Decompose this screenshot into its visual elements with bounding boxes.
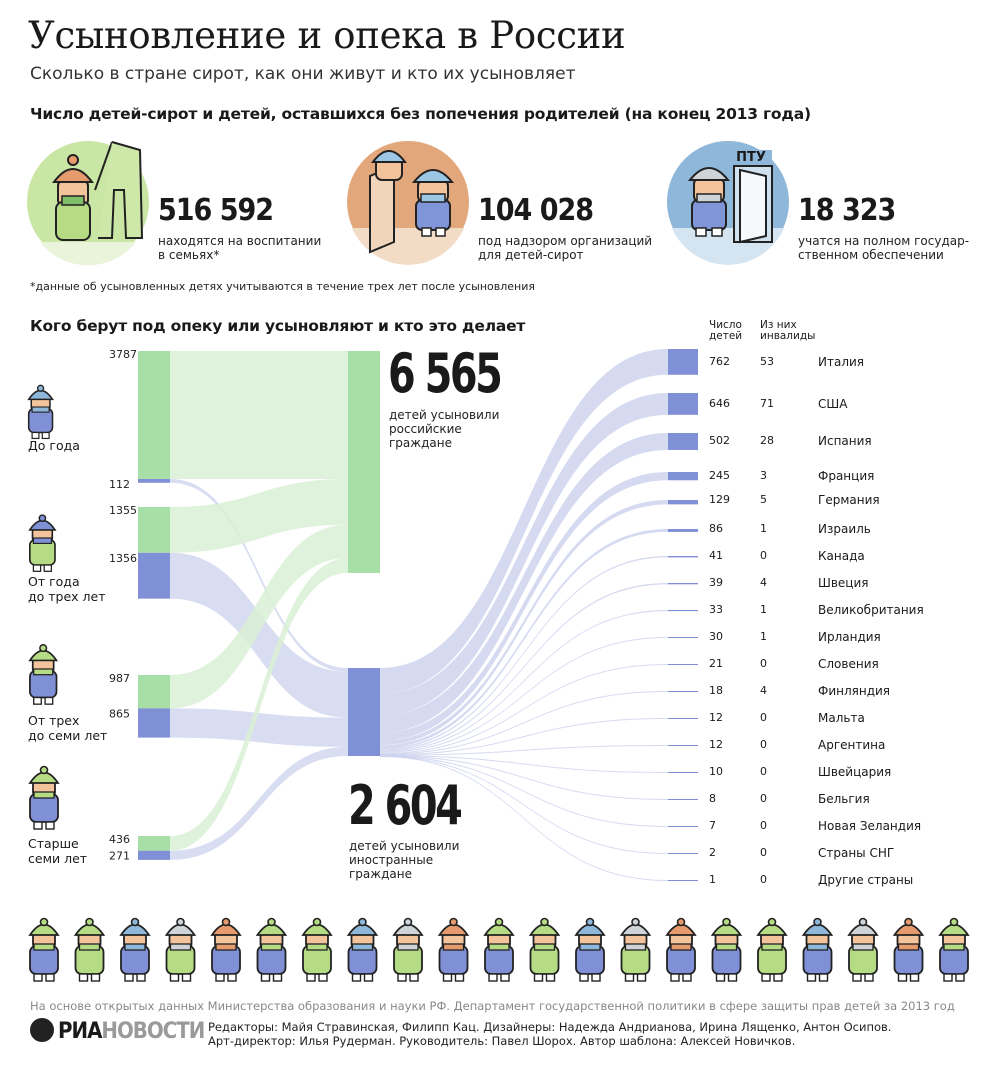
country-children: 7	[709, 819, 716, 832]
country-disabled: 3	[760, 469, 767, 482]
age-label-1-3: От года до трех лет	[28, 574, 106, 604]
bottom-kid-icon	[713, 919, 741, 982]
country-disabled: 4	[760, 684, 767, 697]
bottom-kid-icon	[758, 919, 786, 982]
country-disabled: 0	[760, 657, 767, 670]
page-subtitle: Сколько в стране сирот, как они живут и кто их усыновляет	[30, 64, 576, 84]
table-row	[0, 493, 998, 508]
node-under-1-russian	[138, 351, 170, 479]
stat-families-value: 516 592	[158, 193, 274, 228]
country-name: Германия	[818, 493, 880, 507]
value-3-7-russian: 987	[109, 672, 130, 685]
bottom-kid-icon	[30, 919, 58, 982]
value-over-7-foreign: 271	[109, 849, 130, 863]
country-disabled: 0	[760, 873, 767, 886]
country-disabled: 4	[760, 576, 767, 589]
country-children: 762	[709, 355, 730, 368]
country-children: 1	[709, 873, 716, 886]
bottom-kid-icon	[849, 919, 877, 982]
bottom-kid-icon	[531, 919, 559, 982]
bottom-kid-icon	[804, 919, 832, 982]
country-disabled: 0	[760, 765, 767, 778]
table-row	[0, 792, 998, 807]
country-name: Финляндия	[818, 684, 891, 698]
country-name: Словения	[818, 657, 879, 671]
bottom-kid-icon	[667, 919, 695, 982]
country-disabled: 0	[760, 792, 767, 805]
table-row	[0, 657, 998, 672]
table-row	[0, 819, 998, 834]
table-row	[0, 522, 998, 537]
table-row	[0, 738, 998, 753]
country-disabled: 1	[760, 630, 767, 643]
stat-families-label: находятся на воспитании в семьях*	[158, 234, 322, 262]
country-name: Канада	[818, 549, 865, 563]
country-disabled: 5	[760, 493, 767, 506]
total-foreign-value: 2 604	[348, 774, 461, 837]
country-disabled: 28	[760, 434, 774, 447]
age-label-over-7: Старше семи лет	[28, 836, 88, 866]
country-children: 30	[709, 630, 723, 643]
country-name: Другие страны	[818, 873, 914, 887]
value-over-7-russian: 436	[109, 833, 130, 846]
country-disabled: 1	[760, 603, 767, 616]
table-row	[0, 711, 998, 726]
bottom-kid-icon	[576, 919, 604, 982]
school-sign: ПТУ	[736, 150, 766, 165]
country-disabled: 0	[760, 819, 767, 832]
value-under-1-foreign: 112	[109, 478, 130, 491]
total-russian-value: 6 565	[388, 342, 501, 405]
table-row	[0, 684, 998, 699]
table-row	[0, 846, 998, 861]
table-row	[0, 630, 998, 645]
country-name: Аргентина	[818, 738, 886, 752]
country-name: Великобритания	[818, 603, 924, 617]
value-3-7-foreign: 865	[109, 707, 130, 721]
credits-line-2: Арт-директор: Илья Рудерман. Руководитель: Павел Шорох. Автор шаблона: Алексей Новичков.	[208, 1034, 796, 1048]
flow-under-1-russian	[170, 351, 348, 479]
country-name: Израиль	[818, 522, 871, 536]
country-name: Мальта	[818, 711, 865, 725]
stats-section-title: Число детей-сирот и детей, оставшихся без попечения родителей (на конец 2013 года)	[30, 105, 811, 123]
table-row	[0, 469, 998, 484]
bottom-kid-icon	[394, 919, 422, 982]
table-row	[0, 603, 998, 618]
country-children: 502	[709, 434, 730, 447]
stat-organizations-label: под надзором организаций для детей-сирот	[478, 234, 653, 262]
country-children: 10	[709, 765, 723, 778]
country-disabled: 0	[760, 549, 767, 562]
value-1-3-foreign: 1356	[109, 551, 137, 565]
country-name: Бельгия	[818, 792, 870, 806]
country-children: 39	[709, 576, 723, 589]
children-illustration-row	[0, 912, 998, 984]
bottom-kid-icon	[258, 919, 286, 982]
header-disabled: Из них инвалиды	[760, 319, 816, 342]
bottom-kid-icon	[212, 919, 240, 982]
flow-section-title: Кого берут под опеку или усыновляют и кто это делает	[30, 317, 526, 335]
value-under-1-russian: 3787	[109, 348, 137, 361]
country-children: 2	[709, 846, 716, 859]
country-name: Швейцария	[818, 765, 892, 779]
stat-state-value: 18 323	[798, 193, 896, 228]
age-label-3-7: От трех до семи лет	[28, 713, 108, 743]
country-disabled: 0	[760, 738, 767, 751]
bottom-kid-icon	[303, 919, 331, 982]
country-children: 12	[709, 711, 723, 724]
footnote: *данные об усыновленных детях учитываются в течение трех лет после усыновления	[30, 280, 535, 293]
country-disabled: 71	[760, 397, 774, 410]
country-children: 86	[709, 522, 723, 535]
country-children: 129	[709, 493, 730, 506]
table-row	[0, 355, 998, 370]
table-row	[0, 576, 998, 591]
country-children: 18	[709, 684, 723, 697]
country-name: Италия	[818, 355, 865, 369]
credits-line-1: Редакторы: Майя Стравинская, Филипп Кац. Дизайнеры: Надежда Андрианова, Ирина Лященко, Антон Осипов.	[208, 1020, 892, 1034]
country-children: 8	[709, 792, 716, 805]
country-children: 12	[709, 738, 723, 751]
bottom-kid-icon	[440, 919, 468, 982]
stat-organizations-value: 104 028	[478, 193, 594, 228]
total-russian-label: детей усыновили российские граждане	[389, 408, 500, 450]
table-row	[0, 549, 998, 564]
bottom-kid-icon	[895, 919, 923, 982]
country-children: 41	[709, 549, 723, 562]
table-row	[0, 434, 998, 449]
country-name: Франция	[818, 469, 875, 483]
country-children: 21	[709, 657, 723, 670]
ria-globe-icon	[30, 1018, 54, 1042]
ria-logo: РИАНОВОСТИ	[30, 1018, 204, 1044]
country-name: США	[818, 397, 848, 411]
bottom-kid-icon	[121, 919, 149, 982]
page-title: Усыновление и опека в России	[28, 14, 626, 57]
country-name: Ирландия	[818, 630, 881, 644]
country-name: Швеция	[818, 576, 869, 590]
bottom-kid-icon	[485, 919, 513, 982]
value-1-3-russian: 1355	[109, 504, 137, 517]
country-children: 245	[709, 469, 730, 482]
bottom-kid-icon	[76, 919, 104, 982]
country-children: 33	[709, 603, 723, 616]
bottom-kid-icon	[349, 919, 377, 982]
total-foreign-label: детей усыновили иностранные граждане	[349, 839, 460, 881]
country-disabled: 1	[760, 522, 767, 535]
country-name: Новая Зеландия	[818, 819, 922, 833]
header-children: Число детей	[709, 319, 743, 342]
table-row	[0, 765, 998, 780]
country-name: Страны СНГ	[818, 846, 895, 860]
country-disabled: 53	[760, 355, 774, 368]
country-children: 646	[709, 397, 730, 410]
table-row	[0, 873, 998, 888]
bottom-kid-icon	[622, 919, 650, 982]
country-name: Испания	[818, 434, 872, 448]
source-note: На основе открытых данных Министерства образования и науки РФ. Департамент государственной политики в сфере защиты прав детей за 2013 год	[30, 999, 955, 1013]
node-total-russian	[348, 351, 380, 573]
bottom-kid-icon	[940, 919, 968, 982]
table-row	[0, 397, 998, 412]
age-label-under-1: До года	[28, 438, 80, 453]
country-disabled: 0	[760, 711, 767, 724]
country-disabled: 0	[760, 846, 767, 859]
stat-state-label: учатся на полном государ- ственном обеспечении	[798, 234, 970, 262]
bottom-kid-icon	[167, 919, 195, 982]
